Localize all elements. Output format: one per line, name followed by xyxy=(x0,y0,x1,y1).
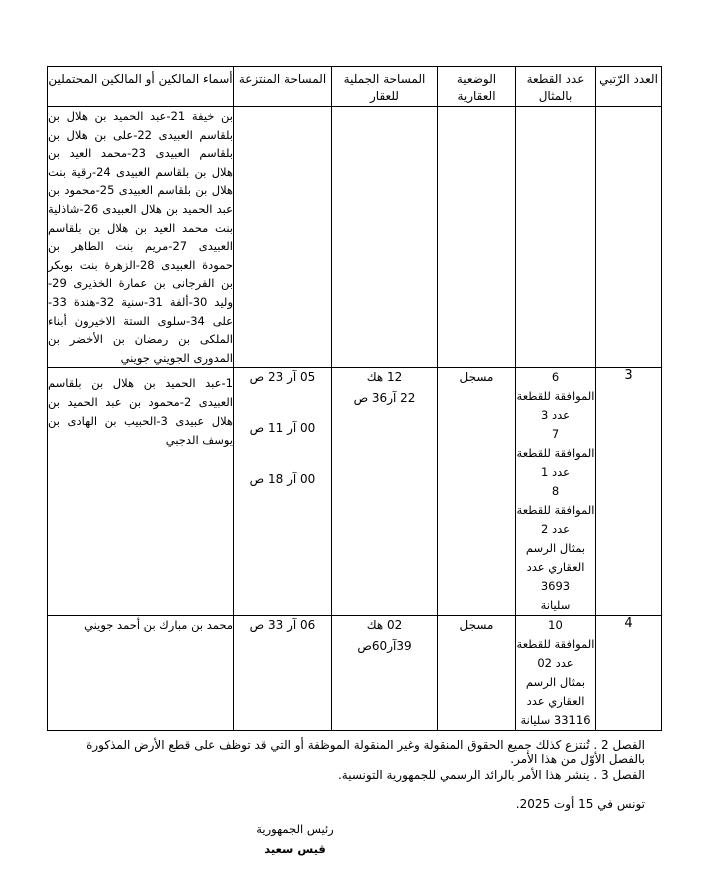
parcel-line: 3693 xyxy=(540,579,571,594)
parcel-line: الموافقة للقطعة xyxy=(516,389,595,404)
cell-expropriated-area: 06 آر 33 ص xyxy=(234,616,332,731)
parcel-line: سليانة xyxy=(540,598,571,613)
parcel-line: 33116 سليانة xyxy=(520,713,591,728)
expropriated-area-1: 05 آر 23 ص xyxy=(249,370,316,385)
cell-rank xyxy=(596,107,662,368)
cell-expropriated-area xyxy=(234,368,332,616)
header-status: الوضعية العقارية xyxy=(438,67,516,107)
header-total-area: المساحة الجملية للعقار xyxy=(332,67,438,107)
cell-expropriated-area xyxy=(234,107,332,368)
article-2: الفصل 2 . تُنتزع كذلك جميع الحقوق المنقولة وغير المنقولة الموظفة أو التي قد توظف على قطع الأرض المذكورة بالفصل الأوّل من هذا الأمر. xyxy=(86,738,645,766)
cell-owners: بن خيفة 21-عبد الحميد بن هلال بن بلقاسم العبيدى 22-على بن هلال بن بلقاسم العبيدى 23-محمد العيد بن هلال بن بلقاسم العبيدى 24-رقية بنت هلال بن بلقاسم العبيدى 25-محمود بن عبد الحميد بن هلال العبيدى 26-شاذلية بنت محمد العيد بن هلال بن بلقاسم العبيدى 27-مريم بنت الطاهر بن حمودة العبيدى 28-الزهرة بنت بوبكر بن الفرجانى بن عمارة الخذيرى 29-وليد 30-ألفة 31-سنية 32-هندة 33-على 34-سلوى الستة الاخيرون أبناء الملكى بن رمضان بن الأخضر بن المدورى الجويني جويني xyxy=(48,107,234,368)
parcel-line: عدد 2 xyxy=(540,522,570,537)
parcel-line: الموافقة للقطعة xyxy=(516,446,595,461)
parcel-line: العقاري عدد xyxy=(526,694,585,709)
cell-rank: 3 xyxy=(596,368,662,616)
parcel-line: بمثال الرسم xyxy=(525,541,586,556)
total-area-hectares: 12 هك xyxy=(366,370,403,385)
header-owners: أسماء المالكين أو المالكين المحتملين xyxy=(48,67,234,107)
parcel-line: عدد 1 xyxy=(540,465,570,480)
table-header-row xyxy=(48,67,662,107)
cell-parcel xyxy=(516,616,596,731)
header-expropriated-area: المساحة المنتزعة xyxy=(234,67,332,107)
signature-title: رئيس الجمهورية xyxy=(256,822,334,836)
expropriated-area-2: 00 آر 11 ص xyxy=(249,421,316,436)
total-area-ares: 22 آر36 ص xyxy=(353,391,416,406)
parcel-line: العقاري عدد xyxy=(526,560,585,575)
parcel-line: 7 xyxy=(551,427,560,442)
header-parcel-count: عدد القطعة بالمثال xyxy=(516,67,596,107)
signature-name: قيس سعيد xyxy=(264,842,326,856)
cell-status xyxy=(438,107,516,368)
table-row xyxy=(48,368,662,616)
parcel-line: الموافقة للقطعة xyxy=(516,637,595,652)
decree-date: تونس في 15 أوت 2025. xyxy=(515,797,645,811)
cell-total-area xyxy=(332,107,438,368)
total-area-hectares: 02 هك xyxy=(366,618,403,633)
cell-status: مسجل xyxy=(438,616,516,731)
parcel-line: عدد 3 xyxy=(540,408,570,423)
total-area-ares: 39آر60ص xyxy=(357,639,412,654)
parcel-line: 10 xyxy=(548,618,563,633)
cell-parcel xyxy=(516,107,596,368)
parcel-line: 8 xyxy=(551,484,560,499)
expropriated-area-3: 00 آر 18 ص xyxy=(249,472,316,487)
cell-parcel xyxy=(516,368,596,616)
table-row xyxy=(48,616,662,731)
cell-rank: 4 xyxy=(596,616,662,731)
parcel-line: 6 xyxy=(551,370,560,385)
expropriation-table xyxy=(47,66,662,731)
parcel-line: عدد 02 xyxy=(537,656,574,671)
cell-status: مسجل xyxy=(438,368,516,616)
cell-owners: محمد بن مبارك بن أحمد جويني xyxy=(48,616,234,731)
cell-total-area xyxy=(332,368,438,616)
parcel-line: الموافقة للقطعة xyxy=(516,503,595,518)
parcel-line: بمثال الرسم xyxy=(525,675,586,690)
cell-owners: 1-عبد الحميد بن هلال بن بلقاسم العبيدى 2-محمود بن عبد الحميد بن هلال عبيدى 3-الحبيب بن الهادى بن يوسف الدجبي xyxy=(48,368,234,616)
article-3: الفصل 3 . ينشر هذا الأمر بالرائد الرسمي للجمهورية التونسية. xyxy=(337,768,645,782)
table-row xyxy=(48,107,662,368)
header-rank: العدد الرّتبي xyxy=(596,67,662,107)
cell-total-area xyxy=(332,616,438,731)
